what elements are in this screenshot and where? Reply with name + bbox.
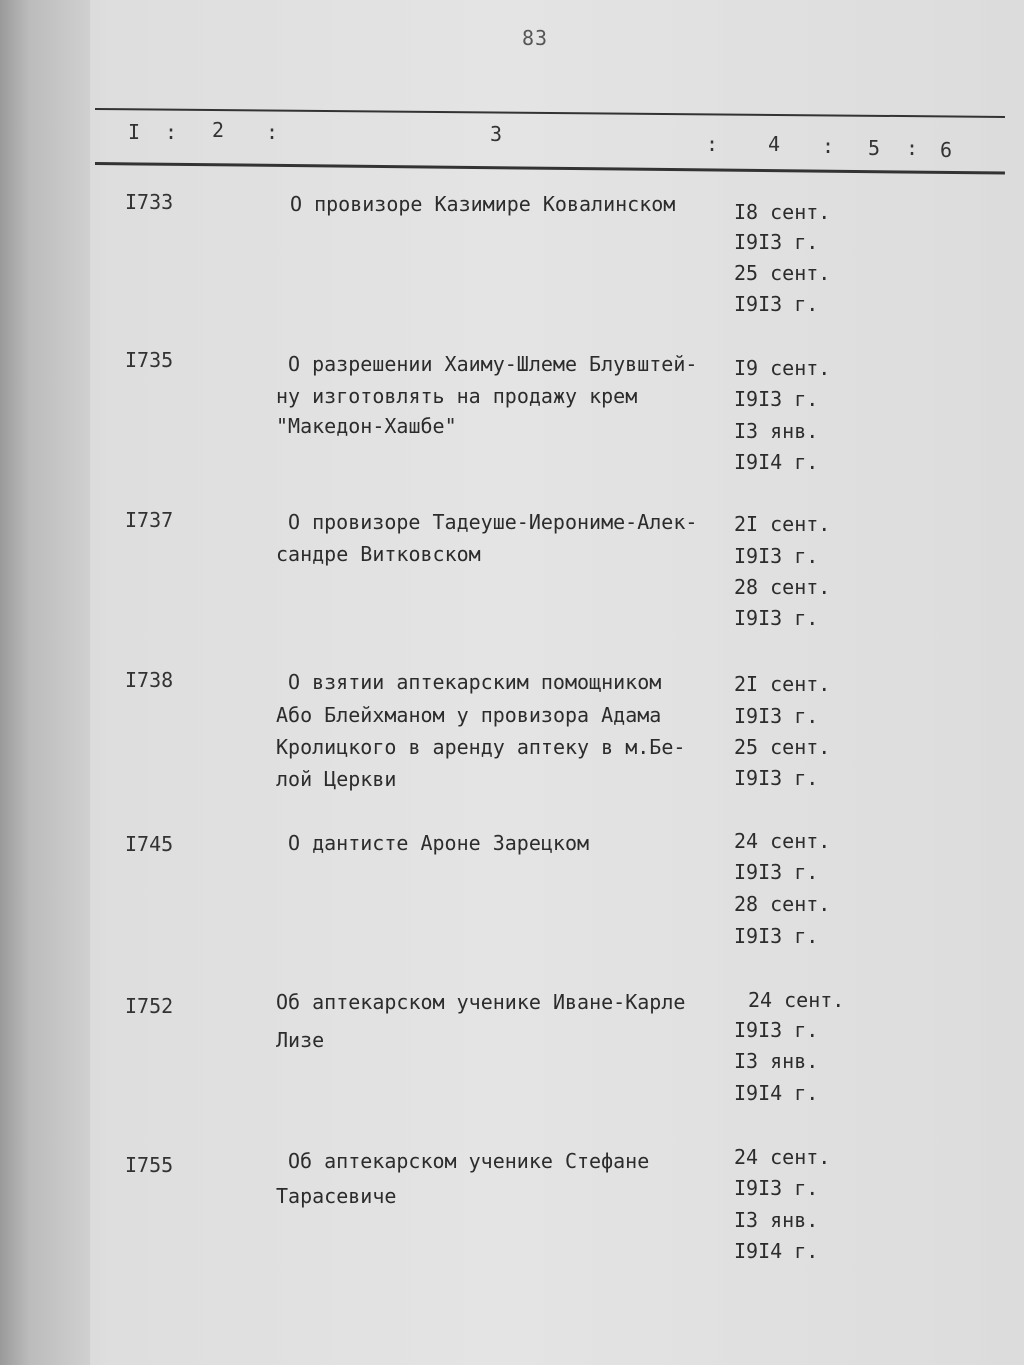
entry-date-line: I9I3 г. bbox=[734, 1176, 819, 1200]
header-bottom-rule bbox=[95, 162, 1005, 175]
entry-date-line: I9I3 г. bbox=[734, 544, 819, 568]
entry-date-line: 24 сент. bbox=[748, 988, 845, 1012]
entry-date-line: I9I4 г. bbox=[734, 450, 819, 474]
entry-title-line: О дантисте Ароне Зарецком bbox=[288, 831, 590, 855]
page-number: 83 bbox=[522, 26, 549, 50]
entry-number: I755 bbox=[125, 1153, 174, 1177]
header-sep-2: : bbox=[266, 120, 279, 144]
entry-date-line: I3 янв. bbox=[734, 1049, 819, 1073]
entry-date-line: 28 сент. bbox=[734, 575, 831, 599]
header-sep-3: : bbox=[706, 132, 719, 156]
entry-number: I735 bbox=[125, 348, 174, 372]
entry-date-line: I9I4 г. bbox=[734, 1239, 819, 1263]
entry-title-line: лой Церкви bbox=[276, 767, 397, 791]
entry-title-line: Об аптекарском ученике Иване-Карле bbox=[276, 990, 686, 1014]
entry-title-line: Лизе bbox=[276, 1028, 325, 1052]
entry-date-line: I9I3 г. bbox=[734, 387, 819, 411]
entry-number: I738 bbox=[125, 668, 174, 692]
entry-date-line: I3 янв. bbox=[734, 419, 819, 443]
entry-title-line: О разрешении Хаиму-Шлеме Блувштей- bbox=[288, 352, 698, 376]
entry-date-line: I9I4 г. bbox=[734, 1081, 819, 1105]
entry-date-line: I9I3 г. bbox=[734, 606, 819, 630]
entry-number: I737 bbox=[125, 508, 174, 532]
entry-title-line: Об аптекарском ученике Стефане bbox=[288, 1149, 650, 1173]
header-sep-4: : bbox=[822, 134, 835, 158]
entry-number: I733 bbox=[125, 190, 174, 214]
header-top-rule bbox=[95, 108, 1005, 118]
entry-date-line: I9I3 г. bbox=[734, 924, 819, 948]
entry-date-line: I9I3 г. bbox=[734, 292, 819, 316]
entry-title-line: О взятии аптекарским помощником bbox=[288, 670, 662, 694]
header-col-3: 3 bbox=[490, 122, 503, 146]
entry-date-line: I9I3 г. bbox=[734, 1018, 819, 1042]
entry-title-line: ну изготовлять на продажу крем bbox=[276, 384, 638, 408]
entry-date-line: 24 сент. bbox=[734, 829, 831, 853]
entry-date-line: 24 сент. bbox=[734, 1145, 831, 1169]
entry-date-line: 25 сент. bbox=[734, 735, 831, 759]
entry-title-line: "Македон-Хашбе" bbox=[276, 414, 457, 438]
entry-date-line: 2I сент. bbox=[734, 672, 831, 696]
header-col-4: 4 bbox=[768, 132, 781, 156]
entry-date-line: 28 сент. bbox=[734, 892, 831, 916]
entry-title-line: Кролицкого в аренду аптеку в м.Бе- bbox=[276, 735, 686, 759]
header-col-1: I bbox=[128, 120, 141, 144]
entry-date-line: I3 янв. bbox=[734, 1208, 819, 1232]
entry-title-line: сандре Витковском bbox=[276, 542, 481, 566]
entry-title-line: О провизоре Тадеуше-Иерониме-Алек- bbox=[288, 510, 698, 534]
entry-number: I745 bbox=[125, 832, 174, 856]
entry-title-line: Або Блейхманом у провизора Адама bbox=[276, 703, 662, 727]
header-sep-5: : bbox=[906, 136, 919, 160]
entry-date-line: I9I3 г. bbox=[734, 766, 819, 790]
entry-date-line: I9I3 г. bbox=[734, 860, 819, 884]
entry-date-line: 25 сент. bbox=[734, 261, 831, 285]
entry-date-line: I9I3 г. bbox=[734, 704, 819, 728]
entry-number: I752 bbox=[125, 994, 174, 1018]
entry-title-line: О провизоре Казимире Ковалинском bbox=[290, 192, 676, 216]
book-spine-shadow bbox=[0, 0, 90, 1365]
entry-date-line: I9 сент. bbox=[734, 356, 831, 380]
entry-date-line: I9I3 г. bbox=[734, 230, 819, 254]
entry-date-line: 2I сент. bbox=[734, 512, 831, 536]
header-sep-1: : bbox=[165, 120, 178, 144]
entry-date-line: I8 сент. bbox=[734, 200, 831, 224]
header-col-6: 6 bbox=[940, 138, 953, 162]
header-col-2: 2 bbox=[212, 118, 225, 142]
header-col-5: 5 bbox=[868, 136, 881, 160]
entry-title-line: Тарасевиче bbox=[276, 1184, 397, 1208]
